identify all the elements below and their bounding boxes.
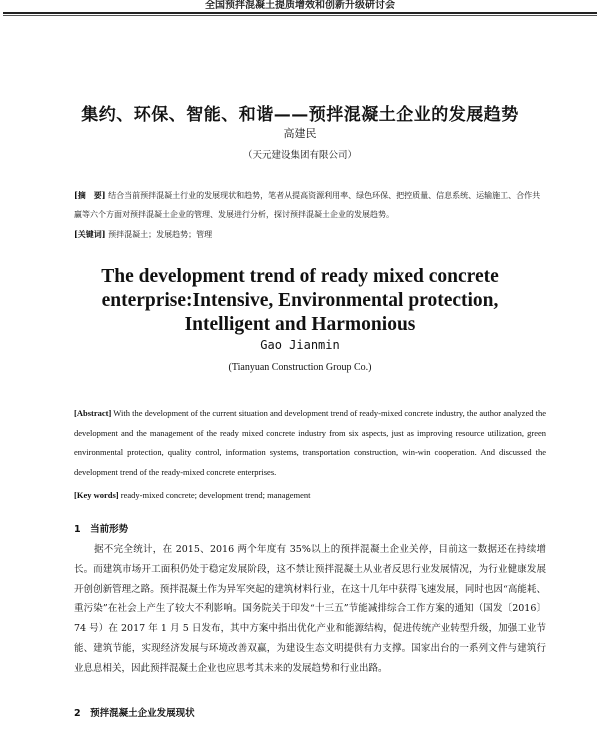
english-affiliation: (Tianyuan Construction Group Co.) bbox=[228, 362, 372, 373]
chinese-title: 集约、环保、智能、和谐——预拌混凝土企业的发展趋势 bbox=[81, 105, 519, 125]
section-2-heading: 2 预拌混凝土企业发展现状 bbox=[74, 708, 195, 719]
section-1-heading: 1 当前形势 bbox=[74, 524, 129, 535]
english-title bbox=[0, 265, 600, 337]
english-author: Gao Jianmin bbox=[260, 338, 340, 352]
english-title-line-2: enterprise:Intensive, Environmental protection, bbox=[101, 290, 499, 311]
chinese-abstract-label: [摘 要] bbox=[74, 190, 106, 200]
chinese-keywords bbox=[74, 229, 546, 240]
english-keywords bbox=[74, 490, 546, 500]
header-rule bbox=[3, 12, 597, 14]
chinese-author: 高建民 bbox=[283, 127, 317, 140]
english-title-line-3: Intelligent and Harmonious bbox=[184, 314, 416, 335]
chinese-abstract bbox=[74, 186, 546, 224]
chinese-affiliation: （天元建设集团有限公司） bbox=[242, 150, 357, 161]
chinese-keywords-label: [关键词] bbox=[74, 229, 106, 239]
english-abstract-text: With the development of the current situation and development trend of ready-mixed concrete industry, the author analyzed the development and the management of the ready mixed concrete industry from six aspects, just as improving resource utilization, green environmental protection, quality control, information systems, transportation construction, win-win cooperation. And discussed the development trend of the ready-mixed concrete enterprises. bbox=[74, 408, 546, 477]
english-keywords-text: ready-mixed concrete; development trend; management bbox=[120, 490, 311, 500]
section-1-paragraph: 据不完全统计，在 2015、2016 两个年度有 35%以上的预拌混凝土企业关停，目前这一数据还在持续增长。而建筑市场开工面积仍处于稳定发展阶段，这不禁让预拌混凝土从业者反思行业发展情况，为行业健康发展开创创新管理之路。预拌混凝土作为异军突起的建筑材料行业，在这十几年中获得飞速发展，同时也因“高能耗、重污染”在社会上产生了较大不利影响。国务院关于印发“十三五”节能减排综合工作方案的通知（国发〔2016〕74 号）在 2017 年 1 月 5 日发布，其中方案中指出优化产业和能源结构，促进传统产业转型升级，加强工业节能、建筑节能，实现经济发展与环境改善双赢，为建设生态文明提供有力支撑。国家出台的一系列文件与建筑行业息息相关，因此预拌混凝土企业也应思考其未来的发展趋势和行业出路。 bbox=[74, 544, 546, 674]
header-rule-thin bbox=[3, 15, 597, 16]
english-abstract bbox=[74, 404, 546, 482]
chinese-abstract-text: 结合当前预拌混凝土行业的发展现状和趋势，笔者从提高资源利用率、绿色环保、把控质量、信息系统、运输施工、合作共赢等六个方面对预拌混凝土企业的管理、发展进行分析，探讨预拌混凝土企业的发展趋势。 bbox=[74, 191, 541, 219]
chinese-keywords-text: 预拌混凝土；发展趋势；管理 bbox=[108, 230, 213, 239]
english-title-line-1: The development trend of ready mixed concrete bbox=[101, 266, 499, 287]
english-abstract-label: [Abstract] bbox=[74, 408, 112, 418]
running-header: 全国预拌混凝土提质增效和创新升级研讨会 bbox=[205, 0, 395, 11]
english-keywords-label: [Key words] bbox=[74, 490, 119, 500]
